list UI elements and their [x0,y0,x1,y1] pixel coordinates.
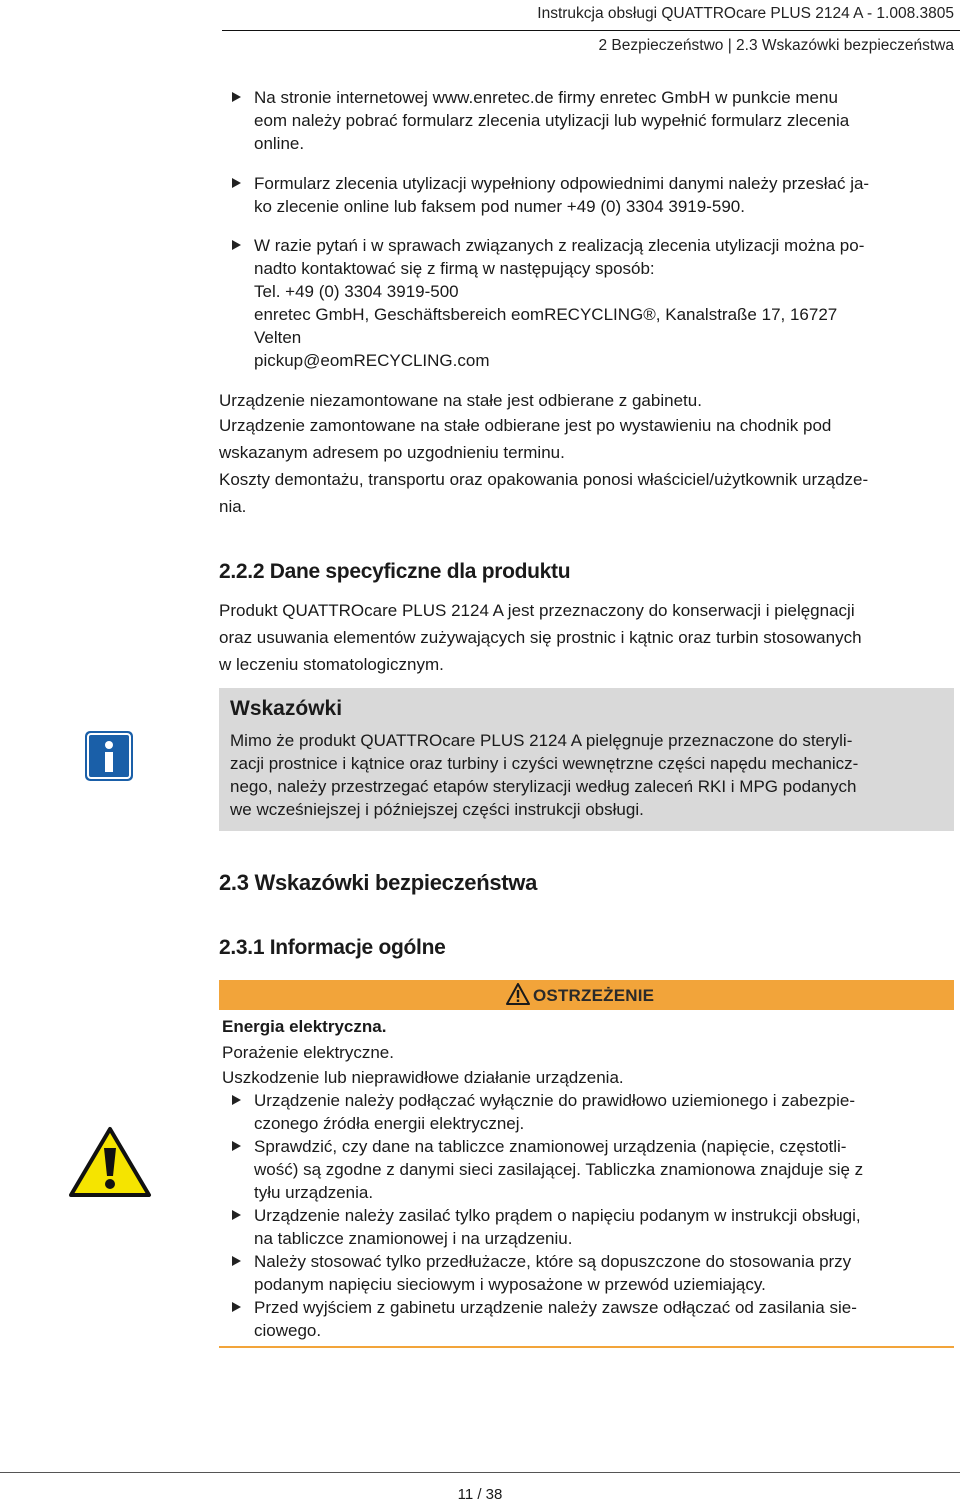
paragraph-line: Koszty demontażu, transportu oraz opakowania ponosi właściciel/użytkownik urządze- [219,470,869,489]
measure-item [232,1089,950,1135]
warning-banner [219,980,954,1010]
bullet-arrow-icon [232,1302,241,1312]
section-heading-2-3-1: 2.3.1 Informacje ogólne [219,936,446,959]
bullet-arrow-icon [232,178,241,188]
bullet-text-line: online. [254,134,305,153]
bullet-item [232,234,950,372]
hazard-consequence: Porażenie elektryczne. [222,1043,394,1062]
product-description [219,597,949,678]
bullet-arrow-icon [232,240,241,250]
footer-divider [0,1472,960,1473]
measure-line: ciowego. [254,1321,322,1340]
measure-line: Sprawdzić, czy dane na tabliczce znamionowej urządzenia (napięcie, częstotli- [254,1137,847,1156]
measure-line: podanym napięciu sieciowym i wyposażone w przewód uziemiający. [254,1275,766,1294]
hazard-title: Energia elektryczna. [222,1017,387,1036]
paragraph-line: w leczeniu stomatologicznym. [219,655,444,674]
note-title: Wskazówki [230,697,343,720]
document-title: Instrukcja obsługi QUATTROcare PLUS 2124 A - 1.008.3805 [537,5,954,22]
bullet-arrow-icon [232,1256,241,1266]
note-line: we wcześniejszej i późniejszej części instrukcji obsługi. [230,800,644,819]
bullet-item [232,86,950,155]
measure-line: Urządzenie należy zasilać tylko prądem o napięciu podanym w instrukcji obsługi, [254,1206,861,1225]
bullet-text-line: Na stronie internetowej www.enretec.de firmy enretec GmbH w punkcie menu [254,88,838,107]
bullet-arrow-icon [232,1095,241,1105]
note-box [219,688,954,831]
measure-line: Należy stosować tylko przedłużacze, które są dopuszczone do stosowania przy [254,1252,852,1271]
contact-address: enretec GmbH, Geschäftsbereich eomRECYCLING®, Kanalstraße 17, 16727 [254,305,838,324]
warning-label: OSTRZEŻENIE [533,986,655,1005]
measure-item [232,1250,950,1296]
measure-line: wość) są zgodne z danymi sieci zasilającej. Tabliczka znamionowa znajduje się z [254,1160,864,1179]
bullet-arrow-icon [232,1141,241,1151]
info-icon [84,730,134,782]
bullet-arrow-icon [232,1210,241,1220]
section-heading-2-2-2: 2.2.2 Dane specyficzne dla produktu [219,560,571,583]
measure-line: tyłu urządzenia. [254,1183,374,1202]
measure-item [232,1296,950,1342]
bullet-text-line: nadto kontaktować się z firmą w następujący sposób: [254,259,655,278]
contact-phone: Tel. +49 (0) 3304 3919-500 [254,282,459,301]
bullet-item [232,172,950,218]
measure-line: czonego źródła energii elektrycznej. [254,1114,525,1133]
note-line: nego, należy przestrzegać etapów sterylizacji według zaleceń RKI i MPG podanych [230,777,857,796]
breadcrumb: 2 Bezpieczeństwo | 2.3 Wskazówki bezpieczeństwa [598,37,954,54]
paragraph-line: wskazanym adresem po uzgodnieniu terminu. [219,443,565,462]
paragraph-line: nia. [219,497,247,516]
paragraph [219,466,949,520]
warning-end-divider [219,1346,954,1348]
bullet-text-line: eom należy pobrać formularz zlecenia utylizacji lub wypełnić formularz zlecenia [254,111,850,130]
measure-item [232,1135,950,1204]
note-body [230,729,942,821]
page-number: 11 / 38 [457,1486,503,1503]
paragraph-line: Urządzenie zamontowane na stałe odbierane jest po wystawieniu na chodnik pod [219,416,832,435]
contact-city: Velten [254,328,302,347]
contact-email: pickup@eomRECYCLING.com [254,351,490,370]
paragraph-line: Produkt QUATTROcare PLUS 2124 A jest przeznaczony do konserwacji i pielęgnacji [219,601,855,620]
warning-icon [68,1126,152,1198]
hazard-consequence: Uszkodzenie lub nieprawidłowe działanie urządzenia. [222,1068,624,1087]
paragraph: Urządzenie niezamontowane na stałe jest odbierane z gabinetu. [219,391,702,410]
measure-line: Przed wyjściem z gabinetu urządzenie należy zawsze odłączać od zasilania sie- [254,1298,857,1317]
section-heading-2-3: 2.3 Wskazówki bezpieczeństwa [219,870,538,895]
bullet-text-line: Formularz zlecenia utylizacji wypełniony odpowiednimi danymi należy przesłać ja- [254,174,870,193]
bullet-text-line: ko zlecenie online lub faksem pod numer +49 (0) 3304 3919-590. [254,197,745,216]
measure-item [232,1204,950,1250]
paragraph [219,412,949,466]
warning-icon [506,983,530,1005]
header-divider [222,30,960,31]
bullet-arrow-icon [232,92,241,102]
note-line: Mimo że produkt QUATTROcare PLUS 2124 A pielęgnuje przeznaczone do steryli- [230,731,853,750]
bullet-text-line: W razie pytań i w sprawach związanych z realizacją zlecenia utylizacji można po- [254,236,865,255]
paragraph-line: oraz usuwania elementów zużywających się prostnic i kątnic oraz turbin stosowanych [219,628,862,647]
note-line: zacji prostnice i kątnice oraz turbiny i czyści wewnętrzne części napędu mechanicz- [230,754,859,773]
measure-line: na tabliczce znamionowej i na urządzeniu. [254,1229,573,1248]
measure-line: Urządzenie należy podłączać wyłącznie do prawidłowo uziemionego i zabezpie- [254,1091,855,1110]
